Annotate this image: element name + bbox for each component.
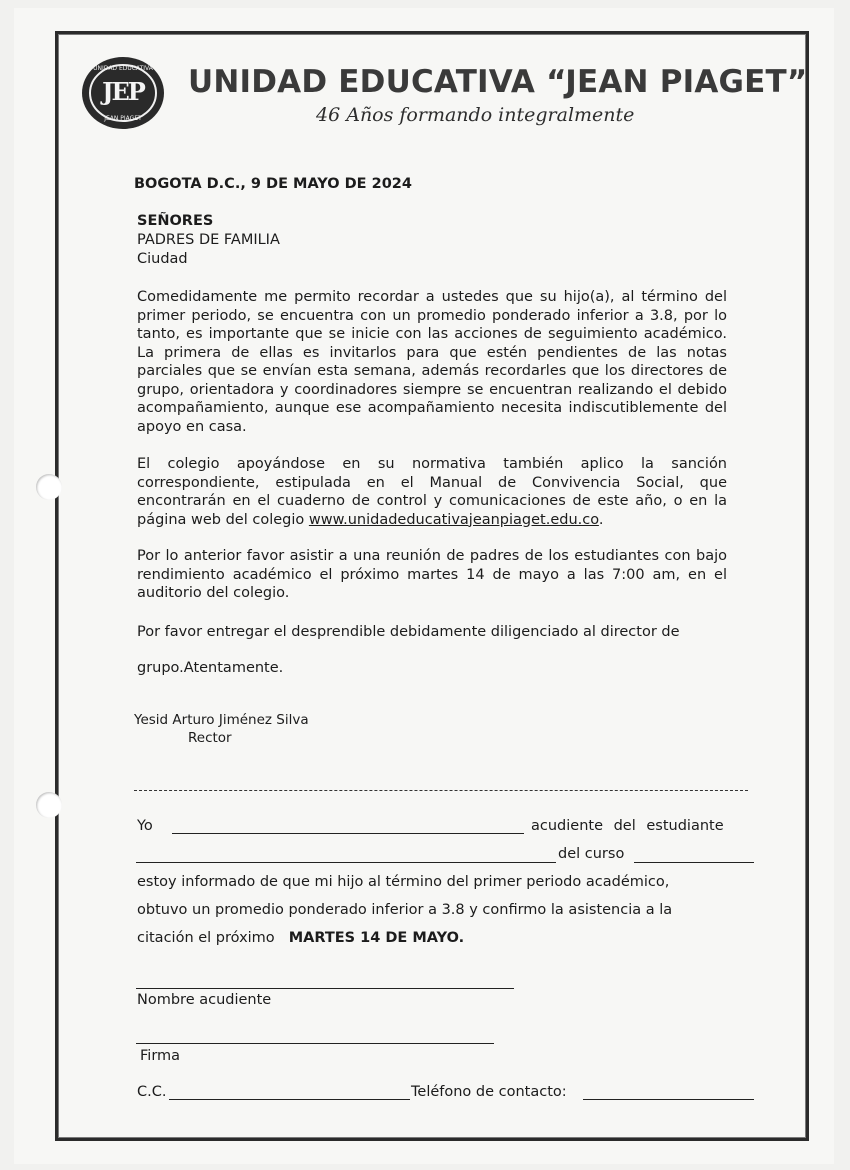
- recipient-name: PADRES DE FAMILIA: [137, 232, 280, 248]
- paragraph-2-text: El colegio apoyándose en su normativa también aplico la sanción correspondiente, estipulada en el Manual de Convivencia Social, que encontrarán en el cuaderno de control y comunicaciones de este año, o en la página web del colegio: [137, 456, 727, 528]
- logo-monogram: JEP: [102, 77, 144, 106]
- slip-statement-prefix: citación el próximo: [137, 930, 275, 946]
- slip-statement-line-3: [137, 930, 464, 946]
- paragraph-4-line-1: Por favor entregar el desprendible debidamente diligenciado al director de: [137, 624, 680, 640]
- signer-name: Yesid Arturo Jiménez Silva: [134, 712, 309, 728]
- recipient-title: SEÑORES: [137, 213, 214, 229]
- guardian-signature-name-blank[interactable]: [136, 988, 514, 989]
- signer-role: Rector: [188, 730, 232, 746]
- paragraph-1: Comedidamente me permito recordar a ustedes que su hijo(a), al término del primer periodo, se encuentra con un promedio ponderado inferior a 3.8, por lo tanto, es importante que se inicie con las acciones de seguimiento académico. La primera de ellas es invitarlos para que estén pendientes de las notas parciales que se envían esta semana, además recordarles que los directores de grupo, orientadora y coordinadores siempre se encuentran realizando el debido acompañamiento, aunque ese acompañamiento necesita indiscutiblemente del apoyo en casa.: [137, 289, 727, 435]
- signature-blank[interactable]: [136, 1043, 494, 1044]
- paragraph-4-line-2: grupo.Atentamente.: [137, 660, 284, 676]
- school-motto: 46 Años formando integralmente: [316, 104, 635, 126]
- date-line: BOGOTA D.C., 9 DE MAYO DE 2024: [134, 176, 412, 192]
- id-number-label: C.C.: [137, 1084, 167, 1100]
- phone-blank[interactable]: [583, 1099, 754, 1100]
- meeting-date: MARTES 14 DE MAYO.: [288, 930, 465, 946]
- phone-label: Teléfono de contacto:: [411, 1084, 567, 1100]
- school-name: UNIDAD EDUCATIVA “JEAN PIAGET”: [188, 64, 808, 100]
- course-blank[interactable]: [634, 862, 754, 863]
- punch-hole-bottom: [36, 792, 62, 818]
- cut-line: [134, 790, 748, 791]
- recipient-city: Ciudad: [137, 251, 188, 267]
- id-number-blank[interactable]: [169, 1099, 410, 1100]
- logo-text-bottom: JEAN PIAGET: [104, 115, 142, 122]
- slip-statement-line-2: obtuvo un promedio ponderado inferior a 3.8 y confirmo la asistencia a la: [137, 902, 673, 918]
- paragraph-3: Por lo anterior favor asistir a una reunión de padres de los estudiantes con bajo rendimiento académico el próximo martes 14 de mayo a las 7:00 am, en el auditorio del colegio.: [137, 548, 727, 601]
- punch-hole-top: [36, 474, 62, 500]
- school-logo: [82, 57, 164, 129]
- paragraph-2-end: .: [598, 511, 604, 528]
- slip-yo-label: Yo: [137, 818, 153, 834]
- logo-text-top: UNIDAD EDUCATIVA: [93, 65, 153, 72]
- slip-statement-line-1: estoy informado de que mi hijo al término del primer periodo académico,: [137, 874, 670, 890]
- student-name-blank[interactable]: [136, 862, 556, 863]
- website-link[interactable]: www.unidadeducativajeanpiaget.edu.co: [308, 511, 599, 528]
- paragraph-2: [137, 455, 727, 529]
- slip-course-label: del curso: [558, 846, 625, 862]
- guardian-name-label: Nombre acudiente: [137, 992, 272, 1008]
- signature-label: Firma: [140, 1048, 181, 1064]
- guardian-name-blank[interactable]: [172, 833, 524, 834]
- slip-guardian-of-student-label: acudiente del estudiante: [531, 818, 724, 834]
